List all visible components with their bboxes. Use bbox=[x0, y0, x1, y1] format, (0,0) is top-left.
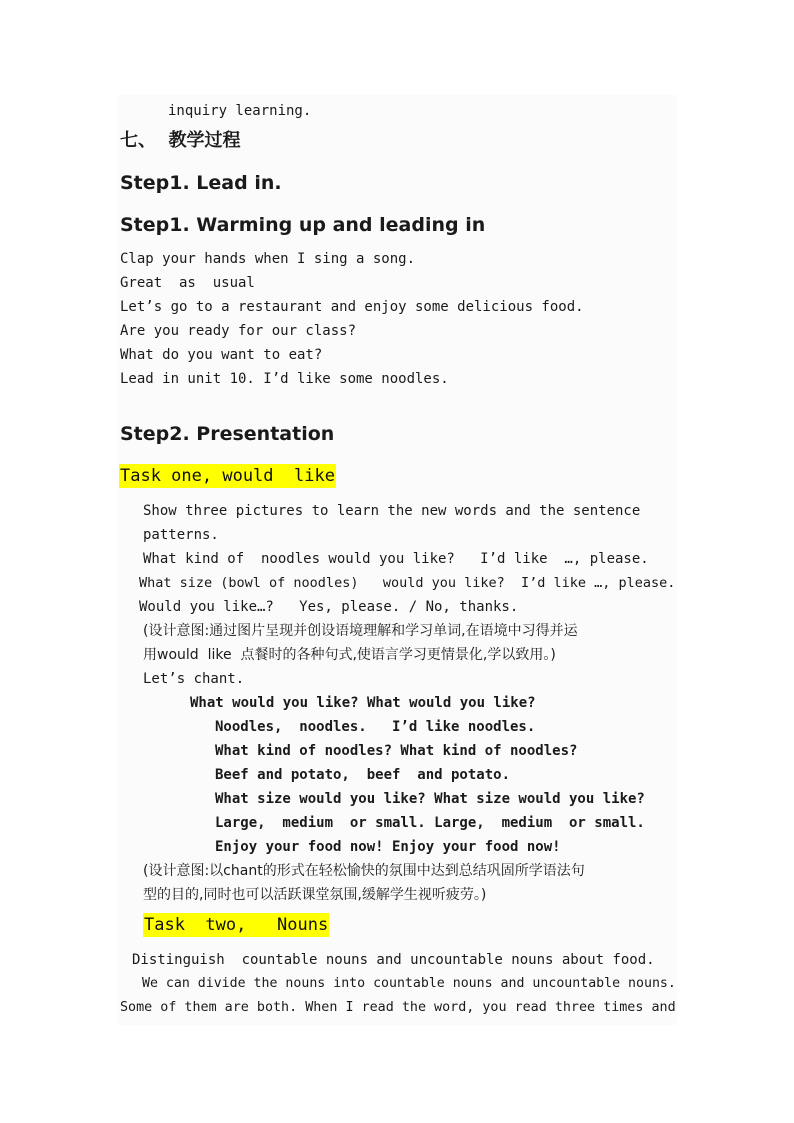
task2-line: Some of them are both. When I read the word, you read three times and bbox=[120, 1000, 676, 1015]
section-title-teaching-process: 七、 教学过程 bbox=[120, 130, 241, 151]
task2-highlight-label: Task two, Nouns bbox=[144, 915, 329, 935]
task1-highlight-label: Task one, would like bbox=[120, 466, 335, 486]
step1-line: Lead in unit 10. I’d like some noodles. bbox=[120, 371, 449, 387]
step1-heading-warming-up: Step1. Warming up and leading in bbox=[120, 214, 486, 236]
chant-line: What size would you like? What size would you like? bbox=[215, 791, 645, 807]
task1-line: patterns. bbox=[143, 527, 219, 543]
step1-heading-lead-in: Step1. Lead in. bbox=[120, 172, 282, 194]
task2-line: We can divide the nouns into countable nouns and uncountable nouns. bbox=[142, 976, 676, 991]
design-note: 型的目的,同时也可以活跃课堂氛围,缓解学生视听疲劳。) bbox=[143, 887, 487, 903]
task1-line: What kind of noodles would you like? I’d like …, please. bbox=[143, 551, 649, 567]
design-note: (设计意图:以chant的形式在轻松愉快的氛围中达到总结巩固所学语法句 bbox=[143, 863, 585, 879]
chant-line: What would you like? What would you like? bbox=[190, 695, 536, 711]
chant-intro: Let’s chant. bbox=[143, 671, 245, 687]
task1-line: Would you like…? Yes, please. / No, thanks. bbox=[139, 599, 519, 615]
step1-line: Let’s go to a restaurant and enjoy some delicious food. bbox=[120, 299, 584, 315]
chant-line: What kind of noodles? What kind of noodles? bbox=[215, 743, 578, 759]
chant-line: Enjoy your food now! Enjoy your food now! bbox=[215, 839, 561, 855]
step1-line: What do you want to eat? bbox=[120, 347, 323, 363]
step1-line: Are you ready for our class? bbox=[120, 323, 357, 339]
intro-line: inquiry learning. bbox=[168, 103, 312, 119]
task1-line: Show three pictures to learn the new words and the sentence bbox=[143, 503, 641, 519]
design-note: (设计意图:通过图片呈现并创设语境理解和学习单词,在语境中习得并运 bbox=[143, 623, 578, 639]
task1-line: What size (bowl of noodles) would you like? I’d like …, please. bbox=[139, 575, 676, 591]
step1-line: Clap your hands when I sing a song. bbox=[120, 251, 416, 267]
task2-line: Distinguish countable nouns and uncountable nouns about food. bbox=[132, 952, 655, 968]
step2-heading-presentation: Step2. Presentation bbox=[120, 423, 335, 445]
chant-line: Noodles, noodles. I’d like noodles. bbox=[215, 719, 536, 735]
chant-line: Large, medium or small. Large, medium or small. bbox=[215, 815, 645, 831]
step1-line: Great as usual bbox=[120, 275, 255, 291]
design-note: 用would like 点餐时的各种句式,使语言学习更情景化,学以致用。) bbox=[143, 647, 556, 663]
chant-line: Beef and potato, beef and potato. bbox=[215, 767, 511, 783]
